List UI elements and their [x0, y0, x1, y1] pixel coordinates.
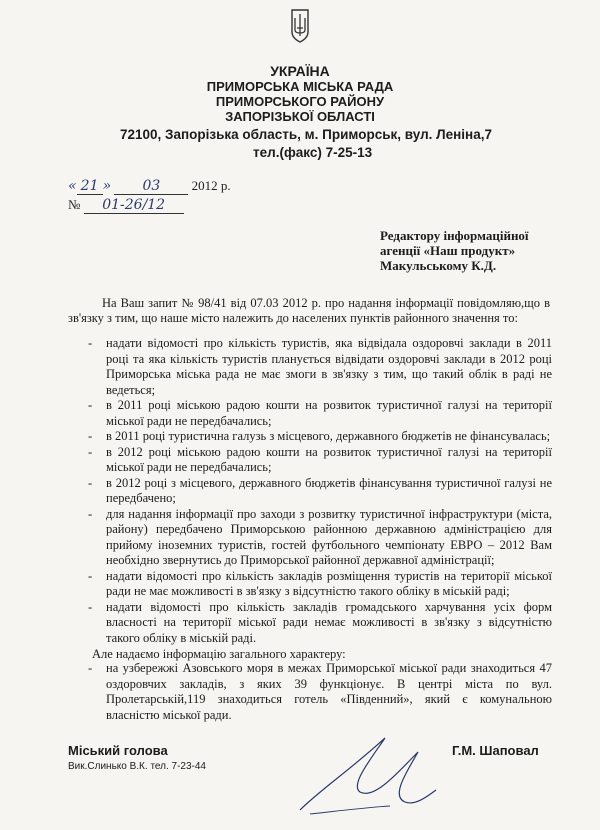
list-item-text: в 2011 році туристична галузь з місцевого, державного бюджетів не фінансувалась; — [106, 429, 551, 443]
list-dash: - — [88, 444, 93, 459]
date-day: 21 — [77, 178, 103, 195]
signer-name: Г.М. Шаповал — [452, 743, 539, 758]
list-dash: - — [88, 568, 93, 583]
list-item — [90, 600, 552, 647]
response-list — [90, 336, 552, 646]
list-item-text: для надання інформації про заходи з розвитку туристичної інфраструктури (міста, району) передбачено Приморською районною державною адміністрацією для прийому іноземних туристів, гостей футбольного чемпіонату ЕВРО – 2012 Вам необхідно звернутись до Приморської районної державної адміністрації; — [106, 506, 552, 567]
number-value: 01-26/12 — [84, 197, 184, 214]
list-item — [90, 445, 552, 476]
letter-date — [68, 178, 231, 195]
list-item — [90, 429, 552, 445]
district-title: ПРИМОРСЬКОГО РАЙОНУ — [215, 94, 385, 109]
list-item-text: в 2011 році міською радою кошти на розвиток туристичної галузі на території міської ради не передбачались; — [106, 398, 552, 428]
general-info-intro: Але надаємо інформацію загального характеру: — [92, 647, 346, 661]
list-item — [90, 507, 552, 569]
list-dash: - — [88, 599, 93, 614]
list-dash: - — [88, 475, 93, 490]
list-item — [90, 476, 552, 507]
intro-paragraph: На Ваш запит № 98/41 від 07.03 2012 р. про надання інформації повідомляю,що в зв'язку з тим, що наше місто належить до населених пунктів районного значення то: — [68, 296, 550, 325]
list-item-text: в 2012 році міською радою кошти на розвиток туристичної галузі на території міської ради не передбачались; — [106, 444, 552, 474]
handwritten-signature — [290, 730, 440, 822]
number-prefix: № — [68, 197, 81, 212]
date-open-quote: « — [68, 178, 77, 194]
list-item-text: надати відомості про кількість туристів, яка відвідала оздоровчі заклади в 2011 році та яка кількість туристів планується відвідати оздоровчі заклади в 2012 році Приморська міська рада не має змоги в зв'язку з тим, що такий облік в раді не ведеться; — [106, 336, 552, 397]
council-title: ПРИМОРСЬКА МІСЬКА РАДА — [206, 79, 394, 94]
list-item-text: на узбережжі Азовського моря в межах Приморської міської ради знаходиться 47 оздоровчих закладів, з яких 39 функціонує. В центрі міста по вул. Пролетарській,119 знаходиться готель «Південний», який є комунальною власністю міської ради. — [106, 661, 552, 722]
date-year: 2012 р. — [191, 178, 231, 193]
region-title: ЗАПОРІЗЬКОЇ ОБЛАСТІ — [225, 109, 375, 124]
recipient-line-1: Редактору інформаційної — [380, 228, 529, 243]
list-item — [90, 336, 552, 398]
council-phone: тел.(факс) 7-25-13 — [253, 145, 373, 160]
list-dash: - — [88, 398, 93, 412]
list-item-text: надати відомості про кількість закладів громадського харчування усіх форм власності на території міської ради немає можливості в зв'язку з відсутністю такого обліку в міській раді. — [106, 599, 552, 645]
general-info-list — [90, 661, 552, 723]
trident-emblem-icon — [288, 8, 312, 44]
list-item — [90, 398, 552, 429]
signer-position: Міський голова — [68, 743, 168, 758]
council-address: 72100, Запорізька область, м. Приморськ, вул. Леніна,7 — [120, 127, 492, 142]
recipient-line-3: Макульському К.Д. — [380, 258, 497, 273]
date-month: 03 — [114, 178, 188, 195]
recipient-block — [380, 228, 529, 273]
list-item — [90, 569, 552, 600]
country-title: УКРАЇНА — [270, 63, 330, 79]
list-dash: - — [88, 506, 93, 521]
list-dash: - — [88, 336, 93, 350]
list-item-text: надати відомості про кількість закладів розміщення туристів на території міської ради не має можливості в зв'язку з відсутністю такого обліку в міській раді; — [106, 568, 552, 598]
list-dash: - — [88, 429, 93, 443]
list-item-text: в 2012 році з місцевого, державного бюджетів фінансування туристичної галузі не передбачено; — [106, 475, 552, 505]
letter-number — [68, 197, 184, 214]
list-item — [90, 661, 552, 723]
executor-info: Вик.Слинько В.К. тел. 7-23-44 — [68, 761, 206, 772]
list-dash: - — [88, 661, 93, 675]
date-close-quote: » — [102, 178, 112, 194]
recipient-line-2: агенції «Наш продукт» — [380, 243, 516, 258]
